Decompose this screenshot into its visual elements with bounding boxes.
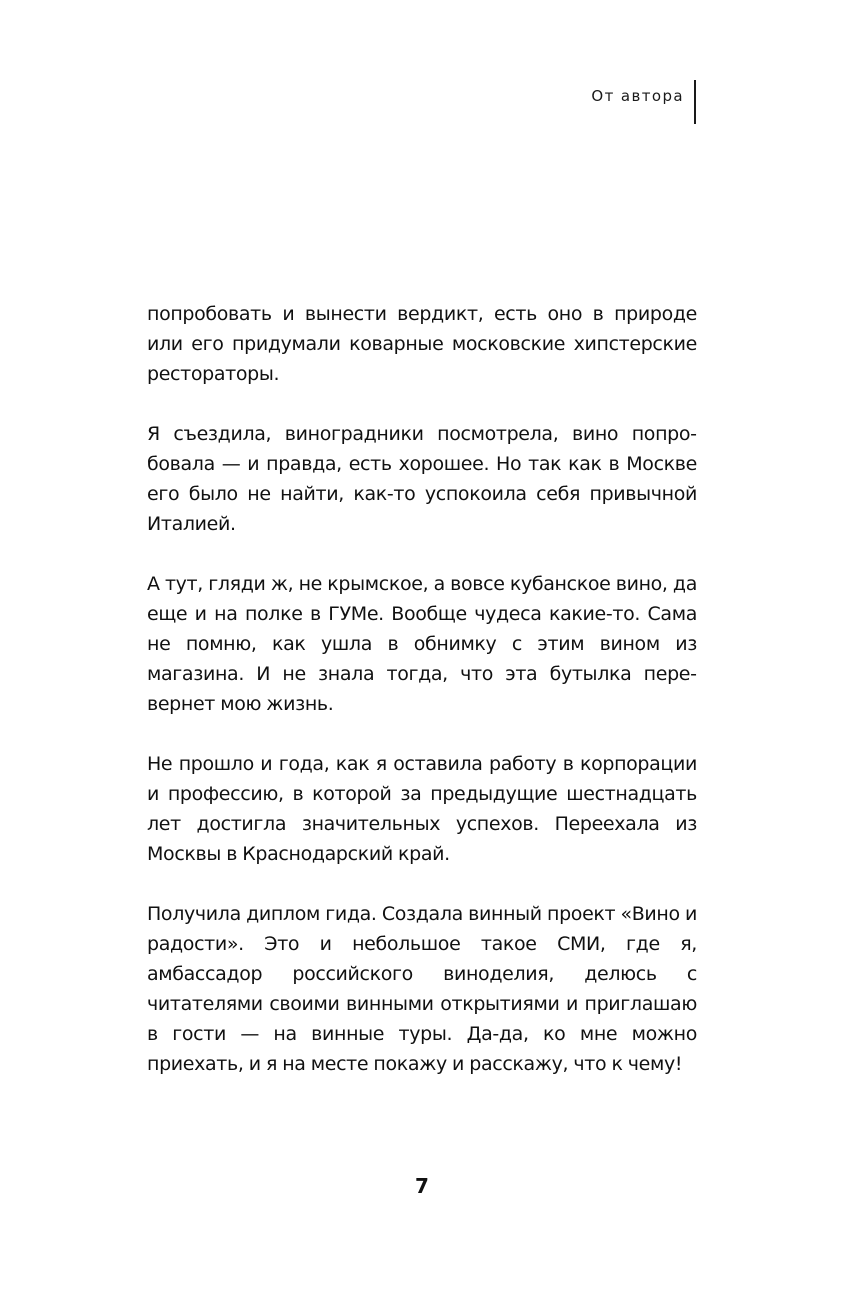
paragraph: Не прошло и года, как я оставила работу в корпорации и профессию, в которой за предыдущие шестнадцать лет достигла значительных успехов. Переехала из Москвы в Краснодарский край.: [147, 753, 697, 865]
paragraph: Получила диплом гида. Создала винный проект «Вино и радости». Это и небольшое такое СМИ, где я, амбассадор российского виноделия, делюсь с читателями своими винными открытиями и приглашаю в гости — на винные туры. Да-да, ко мне можно приехать, и я на месте покажу и расскажу, что к чему!: [147, 903, 697, 1075]
running-header: От автора: [591, 87, 684, 105]
paragraph: А тут, гляди ж, не крымское, а вовсе кубанское вино, да еще и на полке в ГУМе. Вообще чудеса какие-то. Сама не помню, как ушла в обнимку с этим вином из магазина. И не знала тогда, что эта бутылка перевернет мою жизнь.: [147, 573, 697, 715]
body-text: [147, 299, 697, 1079]
page-number: 7: [415, 1174, 429, 1198]
paragraph: Я съездила, виноградники посмотрела, вино попробовала — и правда, есть хорошее. Но так как в Москве его было не найти, как-то успокоила себя привычной Италией.: [147, 423, 697, 535]
header-rule: [694, 80, 696, 124]
paragraph: попробовать и вынести вердикт, есть оно в природе или его придумали коварные московские хипстерские рестораторы.: [147, 303, 697, 385]
